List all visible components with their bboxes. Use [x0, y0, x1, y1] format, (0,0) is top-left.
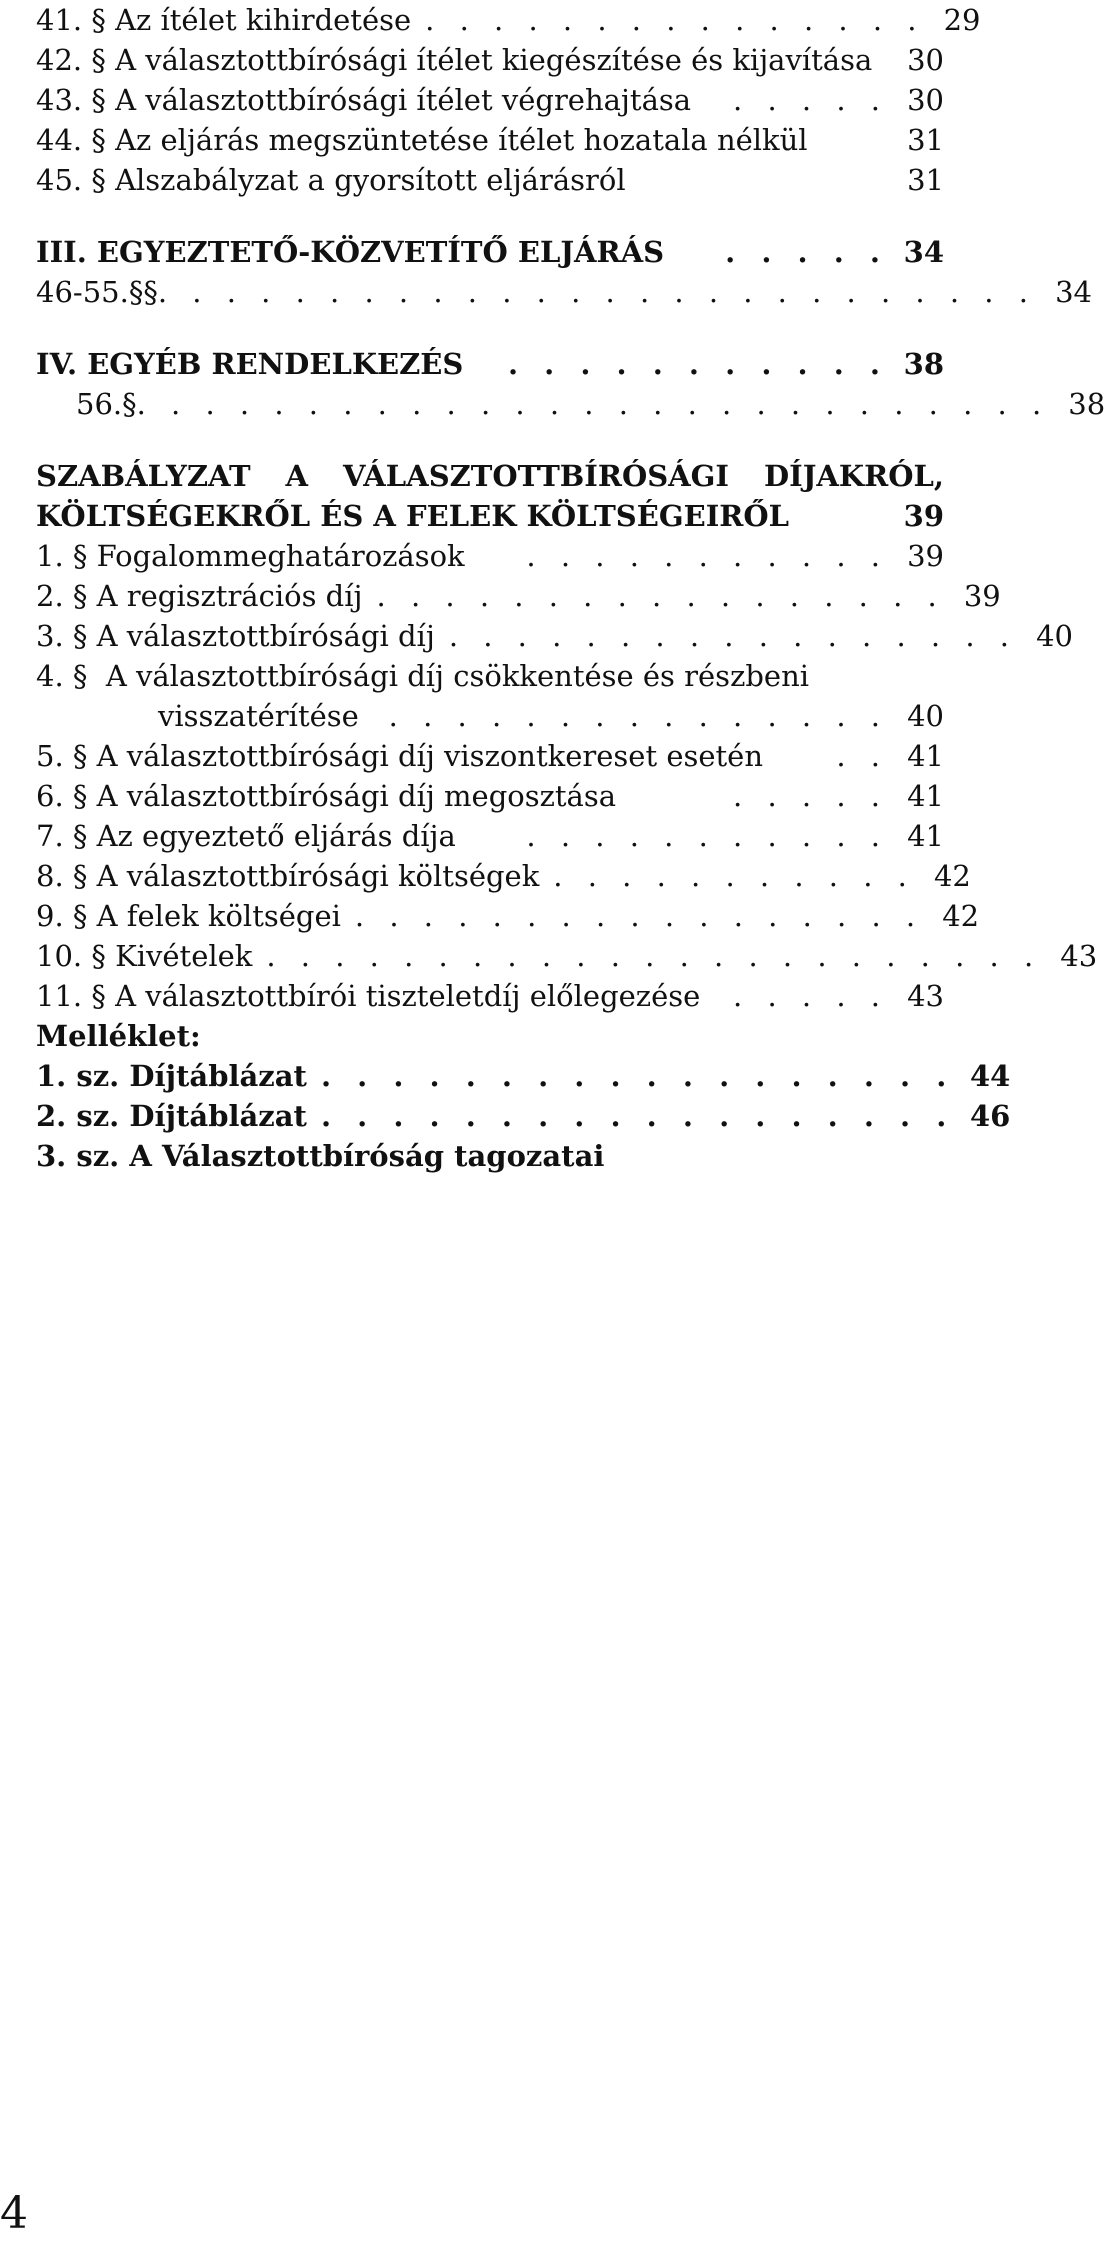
entry-title: Az ítélet kihirdetése	[115, 3, 412, 37]
entry-number: 7. §	[36, 819, 88, 853]
entry-title: A választottbírósági ítélet kiegészítése és kijavítása	[115, 43, 873, 77]
spacer	[36, 312, 944, 344]
entry-page: 43	[907, 979, 944, 1013]
toc-entry[interactable]	[36, 80, 944, 120]
entry-page: 31	[907, 163, 944, 197]
leader-dots: . . . . .	[733, 83, 888, 117]
entry-number: 44. §	[36, 123, 106, 157]
page-number: 4	[0, 2188, 28, 2239]
entry-title: Az egyeztető eljárás díja	[96, 819, 456, 853]
toc-entry[interactable]	[36, 616, 1074, 656]
entry-page: 46	[969, 1099, 1011, 1133]
leader-dots: . . . . . . . . . . . . . . . . .	[354, 899, 924, 933]
entry-number: 43. §	[36, 83, 106, 117]
leader-dots: . . . . . . . . . . .	[526, 819, 888, 853]
heading-page: 39	[903, 499, 944, 533]
toc-entry[interactable]	[36, 536, 944, 576]
leader-dots: . . . . . . . . . . . . . . . . . . . . . . .	[266, 939, 1042, 973]
entry-page: 29	[943, 3, 981, 37]
leader-dots: . . . . .	[725, 235, 888, 269]
entry-title: A választottbírósági díj	[96, 619, 435, 653]
toc-entry[interactable]	[36, 1136, 944, 1176]
toc-part-heading[interactable]	[36, 232, 944, 272]
leader-dots: . . . . . . . . . . .	[526, 539, 888, 573]
leader-dots: . . . . . . . . . . . . . . . . .	[376, 579, 945, 613]
toc-entry[interactable]	[36, 1096, 1011, 1136]
entry-page: 40	[907, 699, 944, 733]
toc-entry[interactable]	[36, 936, 1098, 976]
rules-heading[interactable]	[36, 456, 944, 536]
entry-title: A választottbírósági díj csökkentése és részbeni	[105, 659, 810, 693]
leader-dots: . . . . . . . . . . .	[553, 859, 915, 893]
entry-title: 3. sz. A Választottbíróság tagozatai	[36, 1139, 605, 1173]
toc-entry[interactable]	[36, 40, 944, 80]
entry-title: A regisztrációs díj	[96, 579, 363, 613]
entry-page: 31	[907, 123, 944, 157]
entry-page: 40	[1036, 619, 1074, 653]
heading-line-2: KÖLTSÉGEKRŐL ÉS A FELEK KÖLTSÉGEIRŐL	[36, 499, 790, 533]
entry-page: 42	[942, 899, 980, 933]
heading-word: SZABÁLYZAT	[36, 459, 251, 493]
entry-number: 56.§	[76, 387, 137, 421]
entry-page: 41	[907, 819, 944, 853]
toc-part-heading[interactable]	[36, 344, 944, 384]
entry-number: 41. §	[36, 3, 106, 37]
toc-entry[interactable]	[36, 896, 980, 936]
leader-dots: . . . . . . . . . . . . . . . . . . . . . . . . . .	[157, 275, 1036, 309]
leader-dots: . . . . . . . . . . .	[507, 347, 888, 381]
part-title: III. EGYEZTETŐ-KÖZVETÍTŐ ELJÁRÁS	[36, 235, 665, 269]
entry-page: 41	[907, 779, 944, 813]
entry-number: 42. §	[36, 43, 106, 77]
entry-number: 9. §	[36, 899, 88, 933]
entry-number: 11. §	[36, 979, 106, 1013]
entry-page: 42	[933, 859, 971, 893]
entry-page: 39	[963, 579, 1001, 613]
part-title: IV. EGYÉB RENDELKEZÉS	[36, 347, 464, 381]
toc-entry[interactable]	[36, 272, 1092, 312]
toc-entry[interactable]	[36, 160, 944, 200]
entry-title: A felek költségei	[96, 899, 341, 933]
part-page: 34	[903, 235, 944, 269]
entry-page: 41	[907, 739, 944, 773]
heading-word: VÁLASZTOTTBÍRÓSÁGI	[343, 459, 729, 493]
spacer	[36, 200, 944, 232]
leader-dots: . . . . . . . . . . . . . . . . .	[448, 619, 1018, 653]
entry-number: 6. §	[36, 779, 88, 813]
entry-title: A választottbírósági díj viszontkereset esetén	[96, 739, 764, 773]
toc-entry[interactable]	[36, 576, 1001, 616]
leader-dots: . . . . . . . . . . . . . . . . . .	[320, 1099, 955, 1133]
leader-dots: . . . . . . . . . . . . . . . . . . . . . . . . . . .	[136, 387, 1050, 421]
entry-title: Alszabályzat a gyorsított eljárásról	[115, 163, 626, 197]
leader-dots: . . . . .	[733, 979, 888, 1013]
entry-title: 1. sz. Díjtáblázat	[36, 1059, 307, 1093]
entry-page: 43	[1060, 939, 1098, 973]
heading-word: A	[285, 459, 309, 493]
toc-entry[interactable]	[36, 0, 981, 40]
entry-page: 30	[907, 43, 944, 77]
toc-entry[interactable]	[36, 1056, 1011, 1096]
entry-page: 38	[1068, 387, 1105, 421]
entry-title: Az eljárás megszüntetése ítélet hozatala nélkül	[115, 123, 808, 157]
leader-dots: . . . . . . . . . . . . . . . . .	[388, 699, 888, 773]
entry-title: A választottbírósági ítélet végrehajtása	[115, 83, 692, 117]
entry-page: 34	[1055, 275, 1092, 309]
entry-title: Fogalommeghatározások	[96, 539, 465, 573]
spacer	[36, 424, 944, 456]
leader-dots: . . . . . . . . . . . . . . . . . .	[320, 1059, 955, 1093]
leader-dots: . . . . . . . . . . . . . . .	[425, 3, 925, 37]
leader-dots: . . . . .	[733, 779, 888, 813]
entry-title: 2. sz. Díjtáblázat	[36, 1099, 307, 1133]
entry-page: 44	[969, 1059, 1011, 1093]
toc-entry[interactable]	[36, 816, 944, 856]
entry-number: 5. §	[36, 739, 88, 773]
toc-entry[interactable]	[36, 384, 1105, 424]
entry-number: 8. §	[36, 859, 88, 893]
entry-title-continued: visszatérítése	[158, 699, 359, 733]
entry-title: A választottbírósági díj megosztása	[96, 779, 616, 813]
entry-number: 1. §	[36, 539, 88, 573]
entry-number: 2. §	[36, 579, 88, 613]
entry-number: 46-55.§§	[36, 275, 158, 309]
toc-entry[interactable]	[36, 976, 944, 1016]
annex-label	[36, 1016, 944, 1056]
entry-title: Kivételek	[115, 939, 253, 973]
entry-title: A választottbírósági költségek	[96, 859, 540, 893]
entry-number: 10. §	[36, 939, 106, 973]
heading-word: DÍJAKRÓL,	[763, 459, 944, 493]
entry-page: 30	[907, 83, 944, 117]
entry-number: 3. §	[36, 619, 88, 653]
table-of-contents	[36, 0, 1105, 1176]
entry-page: 39	[907, 539, 944, 573]
toc-entry[interactable]	[36, 856, 971, 896]
annex-label-text: Melléklet:	[36, 1019, 201, 1053]
toc-entry[interactable]	[36, 776, 944, 816]
toc-entry[interactable]	[36, 120, 944, 160]
entry-number: 45. §	[36, 163, 106, 197]
entry-number: 4. §	[36, 659, 88, 693]
part-page: 38	[903, 347, 944, 381]
entry-title: A választottbírói tiszteletdíj előlegezése	[115, 979, 701, 1013]
